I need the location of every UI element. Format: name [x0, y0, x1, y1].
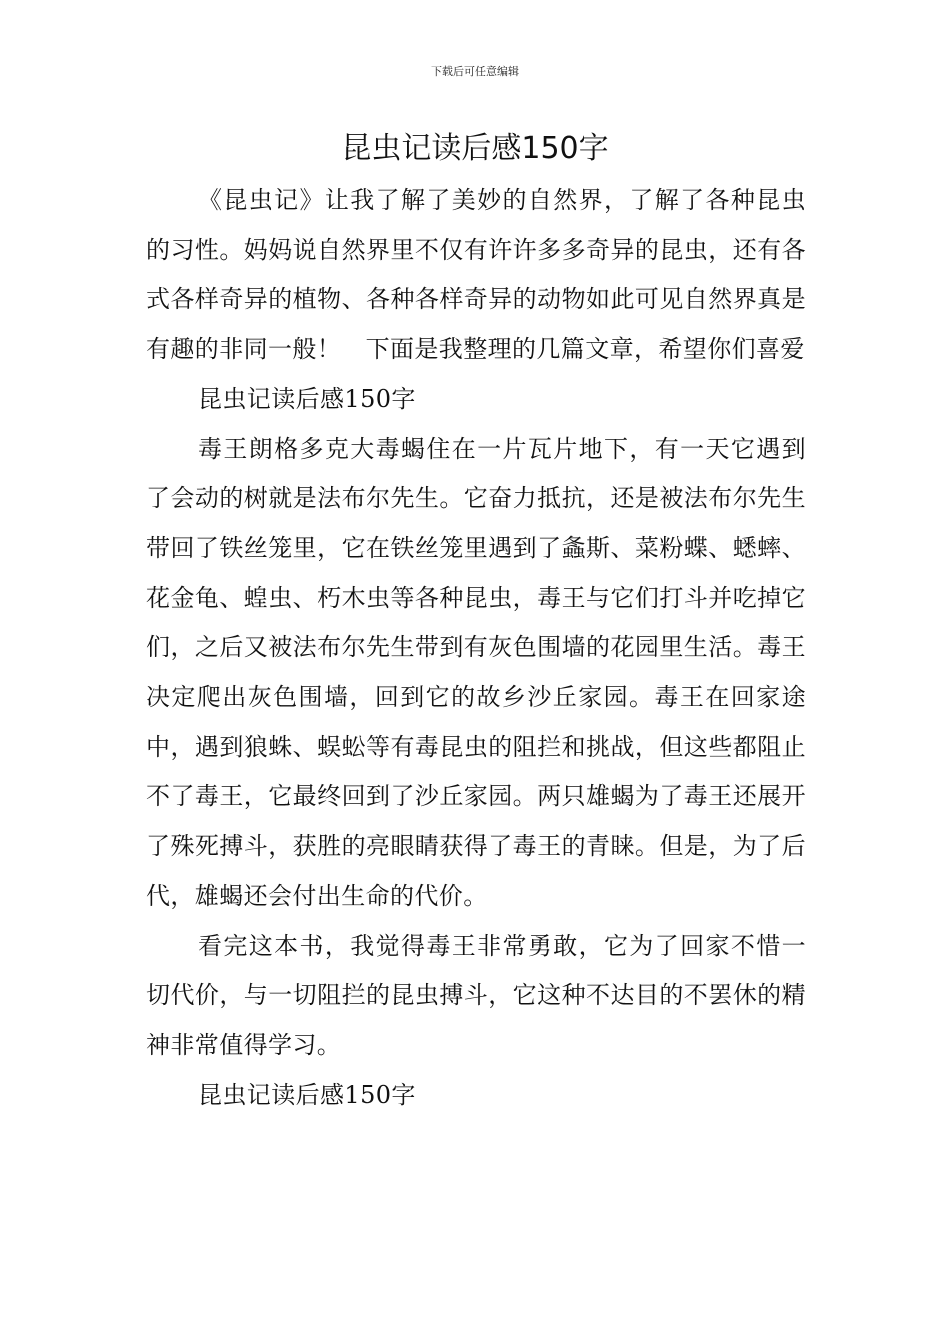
reflection-paragraph: 看完这本书，我觉得毒王非常勇敢，它为了回家不惜一切代价，与一切阻拦的昆虫搏斗，它这种不达目的不罢休的精神非常值得学习。 [146, 931, 806, 1059]
story-paragraph: 毒王朗格多克大毒蝎住在一片瓦片地下，有一天它遇到了会动的树就是法布尔先生。它奋力抵抗，还是被法布尔先生带回了铁丝笼里，它在铁丝笼里遇到了螽斯、菜粉蝶、蟋蟀、花金龟、蝗虫、朽木虫等各种昆虫，毒王与它们打斗并吃掉它们，之后又被法布尔先生带到有灰色围墙的花园里生活。毒王决定爬出灰色围墙，回到它的故乡沙丘家园。毒王在回家途中，遇到狼蛛、蜈蚣等有毒昆虫的阻拦和挑战，但这些都阻止不了毒王，它最终回到了沙丘家园。两只雄蝎为了毒王还展开了殊死搏斗，获胜的亮眼睛获得了毒王的青睐。但是，为了后代，雄蝎还会付出生命的代价。 [146, 434, 806, 910]
document-body [146, 176, 806, 1120]
page-header-note: 下载后可任意编辑 [431, 65, 519, 78]
section-heading: 昆虫记读后感150字 [198, 384, 416, 413]
document-title: 昆虫记读后感150字 [341, 131, 609, 166]
section-heading-2: 昆虫记读后感150字 [198, 1080, 416, 1109]
intro-paragraph: 《昆虫记》让我了解了美妙的自然界，了解了各种昆虫的习性。妈妈说自然界里不仅有许许多多奇异的昆虫，还有各式各样奇异的植物、各种各样奇异的动物如此可见自然界真是有趣的非同一般！ 下面是我整理的几篇文章，希望你们喜爱 [146, 186, 806, 364]
